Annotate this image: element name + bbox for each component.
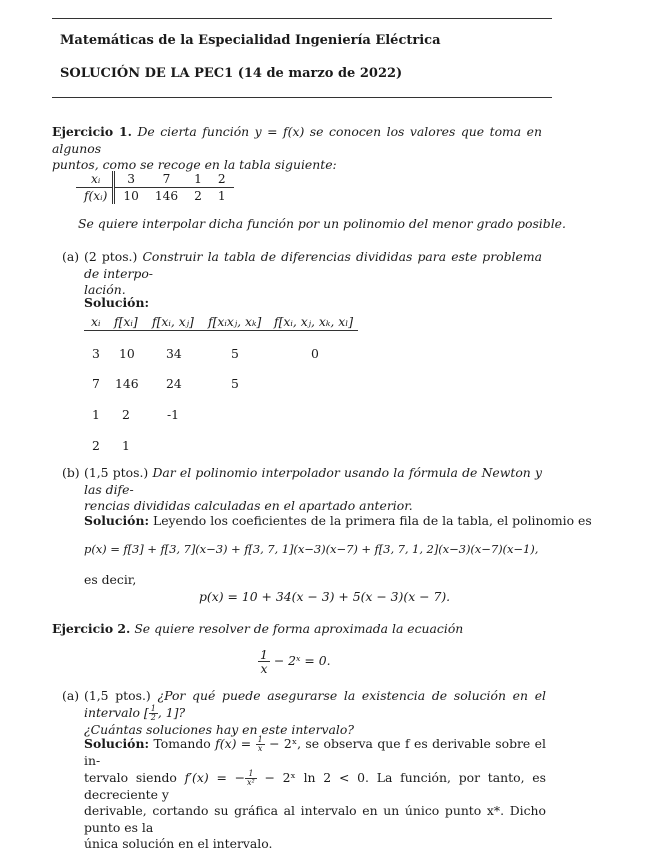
- fx-frac-den: x: [257, 744, 263, 753]
- ex2-part-a-line1a: ¿Por qué puede asegurarse la existencia de solución en el intervalo [: [84, 688, 546, 720]
- equation-rest: − 2ˣ = 0.: [273, 653, 331, 668]
- dd-header: xᵢ: [91, 314, 101, 329]
- interval-fraction: [149, 705, 158, 722]
- ex2-part-a-line1b: , 1]?: [157, 704, 186, 720]
- dd-cell: 5: [231, 376, 239, 391]
- ex2-part-a-pts: (1,5 ptos.): [84, 688, 151, 703]
- ex2-solution-line3: derivable, cortando su gráfica al intervalo en un único punto x*. Dicho punto es la: [84, 803, 546, 835]
- values-table-label-x: xᵢ: [76, 171, 114, 188]
- equation-numerator: 1: [260, 647, 268, 662]
- ex1-part-b-line2: rencias divididas calculadas en el apartado anterior.: [84, 498, 413, 513]
- ex2-statement-text: Se quiere resolver de forma aproximada la ecuación: [134, 621, 464, 636]
- interp-note: Se quiere interpolar dicha función por un polinomio del menor grado posible.: [78, 216, 566, 231]
- ex1-part-a-solution-label: Solución:: [84, 295, 150, 310]
- ex2-equation: [258, 648, 331, 675]
- ex2-part-a-solution-label: Solución:: [84, 736, 150, 751]
- dd-cell: 1: [92, 407, 100, 422]
- equation-denominator: x: [260, 661, 268, 676]
- values-table-cell: 7: [147, 171, 186, 188]
- fx-frac-num: 1: [257, 735, 263, 744]
- fx-fraction: [256, 736, 265, 753]
- ex1-part-a-question: [84, 249, 542, 299]
- dd-cell: 24: [166, 376, 182, 391]
- dd-cell: 2: [122, 407, 130, 422]
- ex1-part-b-marker: (b): [62, 465, 80, 480]
- top-rule: [52, 18, 552, 19]
- values-table-cell: 1: [186, 171, 210, 188]
- dd-cell: 0: [311, 346, 319, 361]
- ex1-part-b-line1: Dar el polinomio interpolador usando la fórmula de Newton y las dife-: [84, 465, 542, 497]
- ex2-solution-line1-rest: − 2ˣ, se observa que f es derivable sobre el in-: [84, 736, 546, 768]
- ex1-statement-line1: De cierta función y = f(x) se conocen los valores que toma en algunos: [52, 124, 542, 156]
- document-title: SOLUCIÓN DE LA PEC1 (14 de marzo de 2022): [60, 66, 403, 81]
- values-table-cell: 2: [210, 171, 234, 188]
- dd-cell: 10: [119, 346, 135, 361]
- ex2-solution-line4: única solución en el intervalo.: [84, 836, 273, 851]
- newton-formula: p(x) = f[3] + f[3, 7](x−3) + f[3, 7, 1](x−3)(x−7) + f[3, 7, 1, 2](x−3)(x−7)(x−1),: [84, 542, 539, 556]
- equation-fraction: [258, 648, 270, 675]
- dd-cell: 1: [122, 438, 130, 453]
- ex2-part-a-question: [84, 688, 546, 738]
- values-table-cell: 2: [194, 189, 202, 203]
- values-table-cell: 146: [154, 189, 179, 203]
- dd-cell: 3: [92, 346, 100, 361]
- ex1-part-a-pts: (2 ptos.): [84, 249, 138, 264]
- dd-header: f[xᵢ]: [114, 314, 138, 329]
- polynomial-result: p(x) = 10 + 34(x − 3) + 5(x − 3)(x − 7).: [199, 589, 451, 604]
- dd-cell: 7: [92, 376, 100, 391]
- ex2-statement: [52, 621, 463, 636]
- values-table-cell: 10: [123, 189, 139, 203]
- dd-cell: 146: [115, 376, 139, 391]
- ex1-statement-line2: puntos, como se recoge en la tabla siguiente:: [52, 157, 337, 172]
- ex2-part-a-solution: [84, 736, 546, 853]
- values-table-cell: 3: [114, 171, 147, 188]
- fprime-fraction: [245, 770, 257, 787]
- ex2-solution-fx: f(x) =: [215, 736, 252, 751]
- ex2-label: Ejercicio 2.: [52, 621, 131, 636]
- course-title: Matemáticas de la Especialidad Ingeniería Eléctrica: [60, 33, 441, 48]
- ex1-statement: [52, 124, 542, 174]
- dd-cell: 5: [231, 346, 239, 361]
- values-table-label-fx: f(xᵢ): [76, 188, 114, 205]
- values-table: [76, 171, 234, 204]
- dd-cell: -1: [167, 407, 180, 422]
- ex2-part-a-line2: ¿Cuántas soluciones hay en este intervalo?: [84, 721, 354, 737]
- ex2-solution-fprime: f′(x) = −: [184, 769, 246, 785]
- fprime-frac-den: x²: [247, 777, 255, 787]
- ex1-part-a-line1: Construir la tabla de diferencias divididas para este problema de interpo-: [84, 249, 542, 281]
- ex1-label: Ejercicio 1.: [52, 124, 132, 139]
- ex1-part-b-solution: [84, 513, 592, 528]
- interval-frac-den: 2: [150, 712, 156, 722]
- ex1-part-a-line2: lación.: [84, 282, 126, 297]
- es-decir: es decir,: [84, 572, 137, 587]
- ex2-part-a-marker: (a): [62, 688, 80, 703]
- interval-frac-num: 1: [150, 703, 156, 713]
- dd-cell: 2: [92, 438, 100, 453]
- fprime-frac-num: 1: [245, 770, 257, 779]
- ex1-part-b-pts: (1,5 ptos.): [84, 465, 149, 480]
- ex2-solution-line2a: tervalo siendo: [84, 769, 177, 785]
- dd-header: f[xᵢ, xⱼ, xₖ, xₗ]: [274, 314, 354, 329]
- dd-header: f[xᵢxⱼ, xₖ]: [208, 314, 262, 329]
- dd-cell: 34: [166, 346, 182, 361]
- dd-header: f[xᵢ, xⱼ]: [152, 314, 194, 329]
- ex1-part-b-solution-text: Leyendo los coeficientes de la primera fila de la tabla, el polinomio es: [152, 513, 592, 528]
- ex2-solution-line2-rest: − 2ˣ ln 2 < 0. La función, por tanto, es decreciente y: [84, 769, 546, 802]
- ex1-part-b-solution-label: Solución:: [84, 513, 150, 528]
- values-table-cell: 1: [217, 189, 226, 203]
- ex1-part-b-question: [84, 465, 542, 515]
- ex1-part-a-marker: (a): [62, 249, 80, 264]
- ex2-solution-line1a: Tomando: [153, 736, 211, 751]
- dd-header-rule: [84, 330, 358, 331]
- header-bottom-rule: [52, 97, 552, 98]
